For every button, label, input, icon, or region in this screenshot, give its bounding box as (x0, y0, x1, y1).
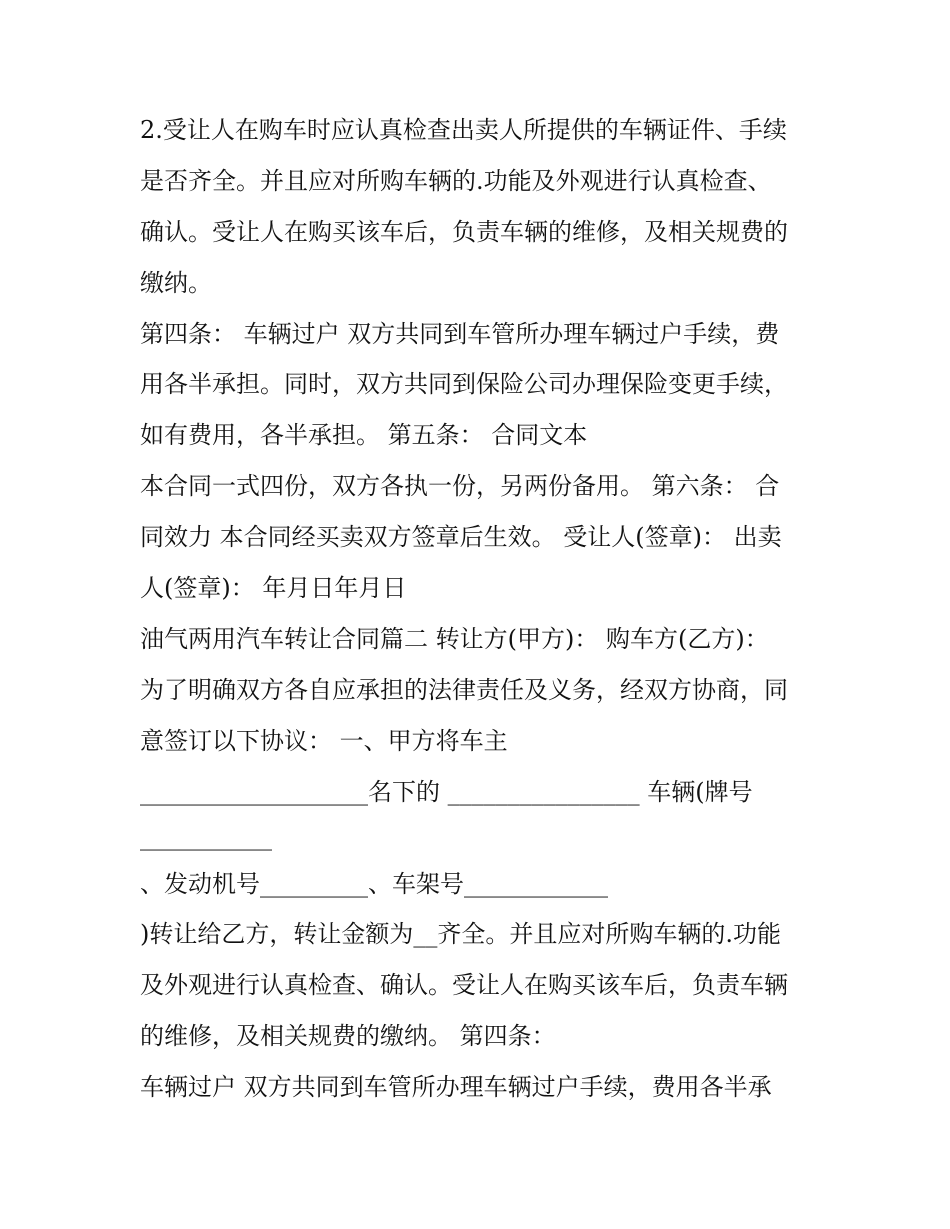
text-line: 如有费用，各半承担。 第五条： 合同文本 (140, 421, 588, 449)
text-line: 确认。受让人在购买该车后，负责车辆的维修，及相关规费的 (140, 218, 788, 246)
text-line: )转让给乙方，转让金额为__齐全。并且应对所购车辆的.功能 (140, 920, 781, 948)
text-line: 缴纳。 (140, 269, 212, 297)
text-line: 是否齐全。并且应对所购车辆的.功能及外观进行认真检查、 (140, 167, 772, 195)
text-line: 第四条： 车辆过户 双方共同到车管所办理车辆过户手续，费 (140, 320, 780, 348)
text-line: 油气两用汽车转让合同篇二 转让方(甲方)： 购车方(乙方)： (140, 625, 769, 653)
text-line: 同效力 本合同经买卖双方签章后生效。 受让人(签章)： 出卖 (140, 523, 782, 551)
text-line: 意签订以下协议： 一、甲方将车主 (140, 727, 508, 755)
text-line: ___________ (140, 823, 272, 851)
text-line: 人(签章)： 年月日年月日 (140, 574, 407, 602)
text-line: 的维修，及相关规费的缴纳。 第四条： (140, 1022, 556, 1050)
text-line: 及外观进行认真检查、确认。受让人在购买该车后，负责车辆 (140, 971, 788, 999)
text-line: 为了明确双方各自应承担的法律责任及义务，经双方协商，同 (140, 676, 788, 704)
text-line: 2.受让人在购车时应认真检查出卖人所提供的车辆证件、手续 (140, 116, 787, 144)
text-line: 车辆过户 双方共同到车管所办理车辆过户手续，费用各半承 (140, 1073, 772, 1101)
text-line: 本合同一式四份，双方各执一份，另两份备用。 第六条： 合 (140, 472, 780, 500)
text-line: 、发动机号_________、车架号____________ (140, 870, 608, 898)
text-line: 用各半承担。同时，双方共同到保险公司办理保险变更手续， (140, 370, 788, 398)
text-line: ___________________名下的 ________________ 车辆(牌号 (140, 778, 753, 806)
